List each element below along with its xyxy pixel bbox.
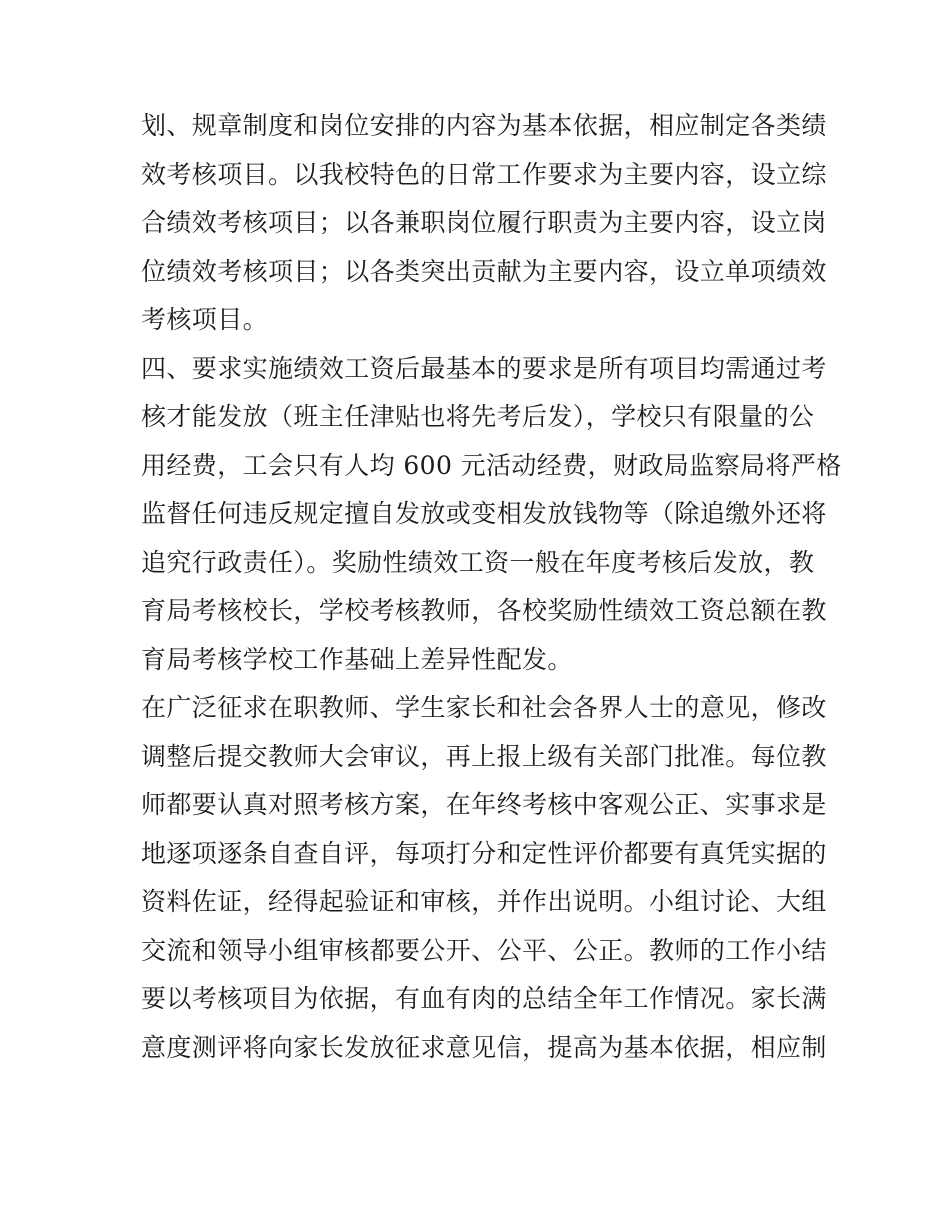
- text-line: 意度测评将向家长发放征求意见信，提高为基本依据，相应制: [141, 1032, 827, 1062]
- text-line: 地逐项逐条自查自评，每项打分和定性评价都要有真凭实据的: [141, 838, 827, 868]
- text-line: 监督任何违反规定擅自发放或变相发放钱物等（除追缴外还将: [141, 499, 827, 528]
- text-line: 考核项目。: [141, 305, 269, 334]
- text-line: 效考核项目。以我校特色的日常工作要求为主要内容，设立综: [141, 159, 827, 189]
- text-line: 四、要求实施绩效工资后最基本的要求是所有项目均需通过考: [141, 353, 827, 383]
- body-text: [141, 102, 842, 1072]
- text-line: 资料佐证，经得起验证和审核，并作出说明。小组讨论、大组: [141, 887, 827, 916]
- text-line: 育局考核校长，学校考核教师，各校奖励性绩效工资总额在教: [141, 596, 827, 625]
- text-line: 调整后提交教师大会审议，再上报上级有关部门批准。每位教: [141, 741, 827, 771]
- text-line: 要以考核项目为依据，有血有肉的总结全年工作情况。家长满: [141, 984, 827, 1013]
- text-line: 划、规章制度和岗位安排的内容为基本依据，相应制定各类绩: [141, 111, 827, 140]
- text-line: 交流和领导小组审核都要公开、公平、公正。教师的工作小结: [141, 935, 827, 965]
- text-line: 育局考核学校工作基础上差异性配发。: [141, 644, 573, 674]
- text-line: 在广泛征求在职教师、学生家长和社会各界人士的意见，修改: [141, 693, 827, 722]
- text-line: 用经费，工会只有人均 600 元活动经费，财政局监察局将严格: [141, 450, 842, 480]
- text-line: 位绩效考核项目；以各类突出贡献为主要内容，设立单项绩效: [141, 256, 827, 286]
- text-line: 核才能发放（班主任津贴也将先考后发），学校只有限量的公: [141, 402, 815, 431]
- text-line: 追究行政责任）。奖励性绩效工资一般在年度考核后发放，教: [141, 547, 815, 577]
- text-line: 师都要认真对照考核方案，在年终考核中客观公正、实事求是: [141, 790, 827, 819]
- text-line: 合绩效考核项目；以各兼职岗位履行职责为主要内容，设立岗: [141, 208, 827, 237]
